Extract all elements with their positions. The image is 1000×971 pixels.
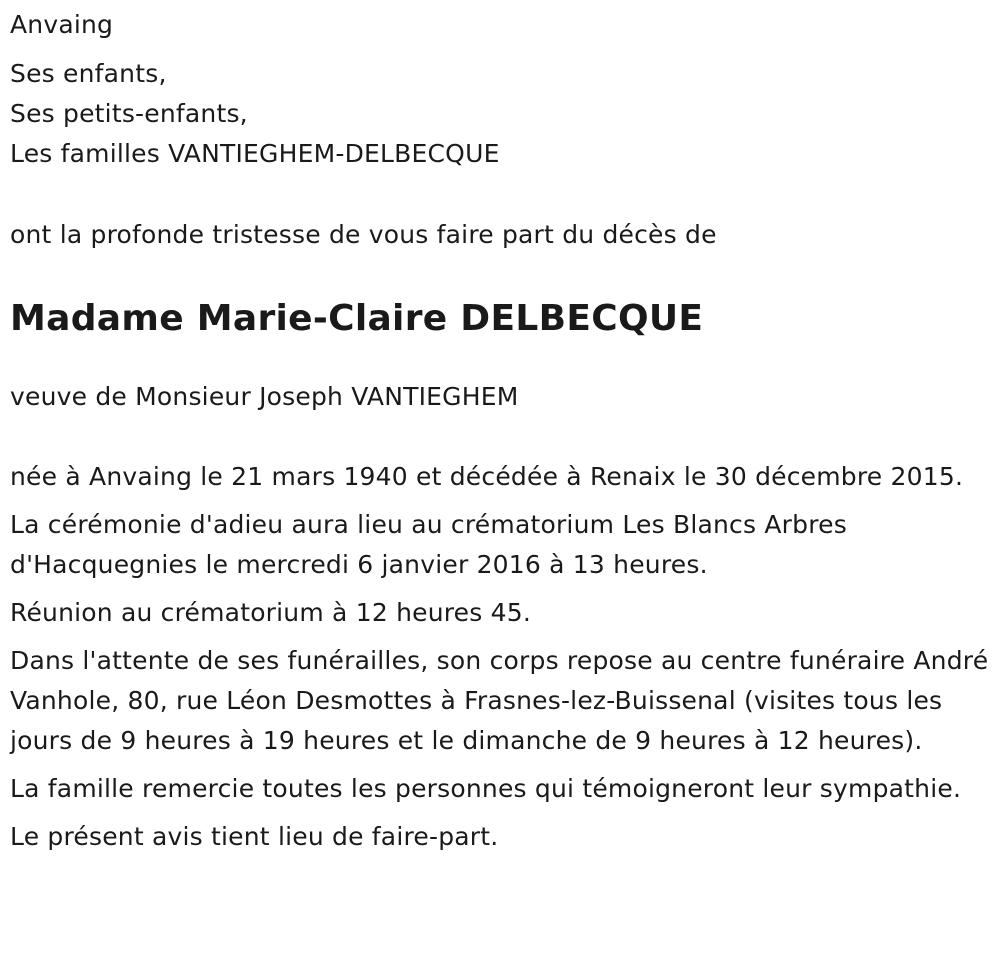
family-list (10, 54, 990, 174)
meeting-text: Réunion au crématorium à 12 heures 45. (10, 598, 531, 627)
place-name: Anvaing (10, 10, 114, 39)
thanks-text: La famille remercie toutes les personnes qui témoigneront leur sympathie. (10, 774, 962, 803)
family-line: Les familles VANTIEGHEM-DELBECQUE (10, 139, 500, 168)
deceased-name: Madame Marie-Claire DELBECQUE (10, 298, 704, 339)
closing-text: Le présent avis tient lieu de faire-part. (10, 822, 499, 851)
repose-text: Dans l'attente de ses funérailles, son corps repose au centre funéraire André Vanhole, 80, rue Léon Desmottes à Frasnes-lez-Buissenal (visites tous les jours de 9 heures à 19 heures et le dimanche de 9 heures à 12 heures). (10, 646, 989, 755)
intro-text: ont la profonde tristesse de vous faire part du décès de (10, 220, 717, 249)
family-line: Ses petits-enfants, (10, 99, 248, 128)
family-line: Ses enfants, (10, 59, 167, 88)
birth-death-text: née à Anvaing le 21 mars 1940 et décédée à Renaix le 30 décembre 2015. (10, 462, 964, 491)
spouse-text: veuve de Monsieur Joseph VANTIEGHEM (10, 382, 519, 411)
obituary-notice (0, 5, 1000, 971)
ceremony-text: La cérémonie d'adieu aura lieu au crématorium Les Blancs Arbres d'Hacquegnies le mercredi 6 janvier 2016 à 13 heures. (10, 510, 847, 579)
